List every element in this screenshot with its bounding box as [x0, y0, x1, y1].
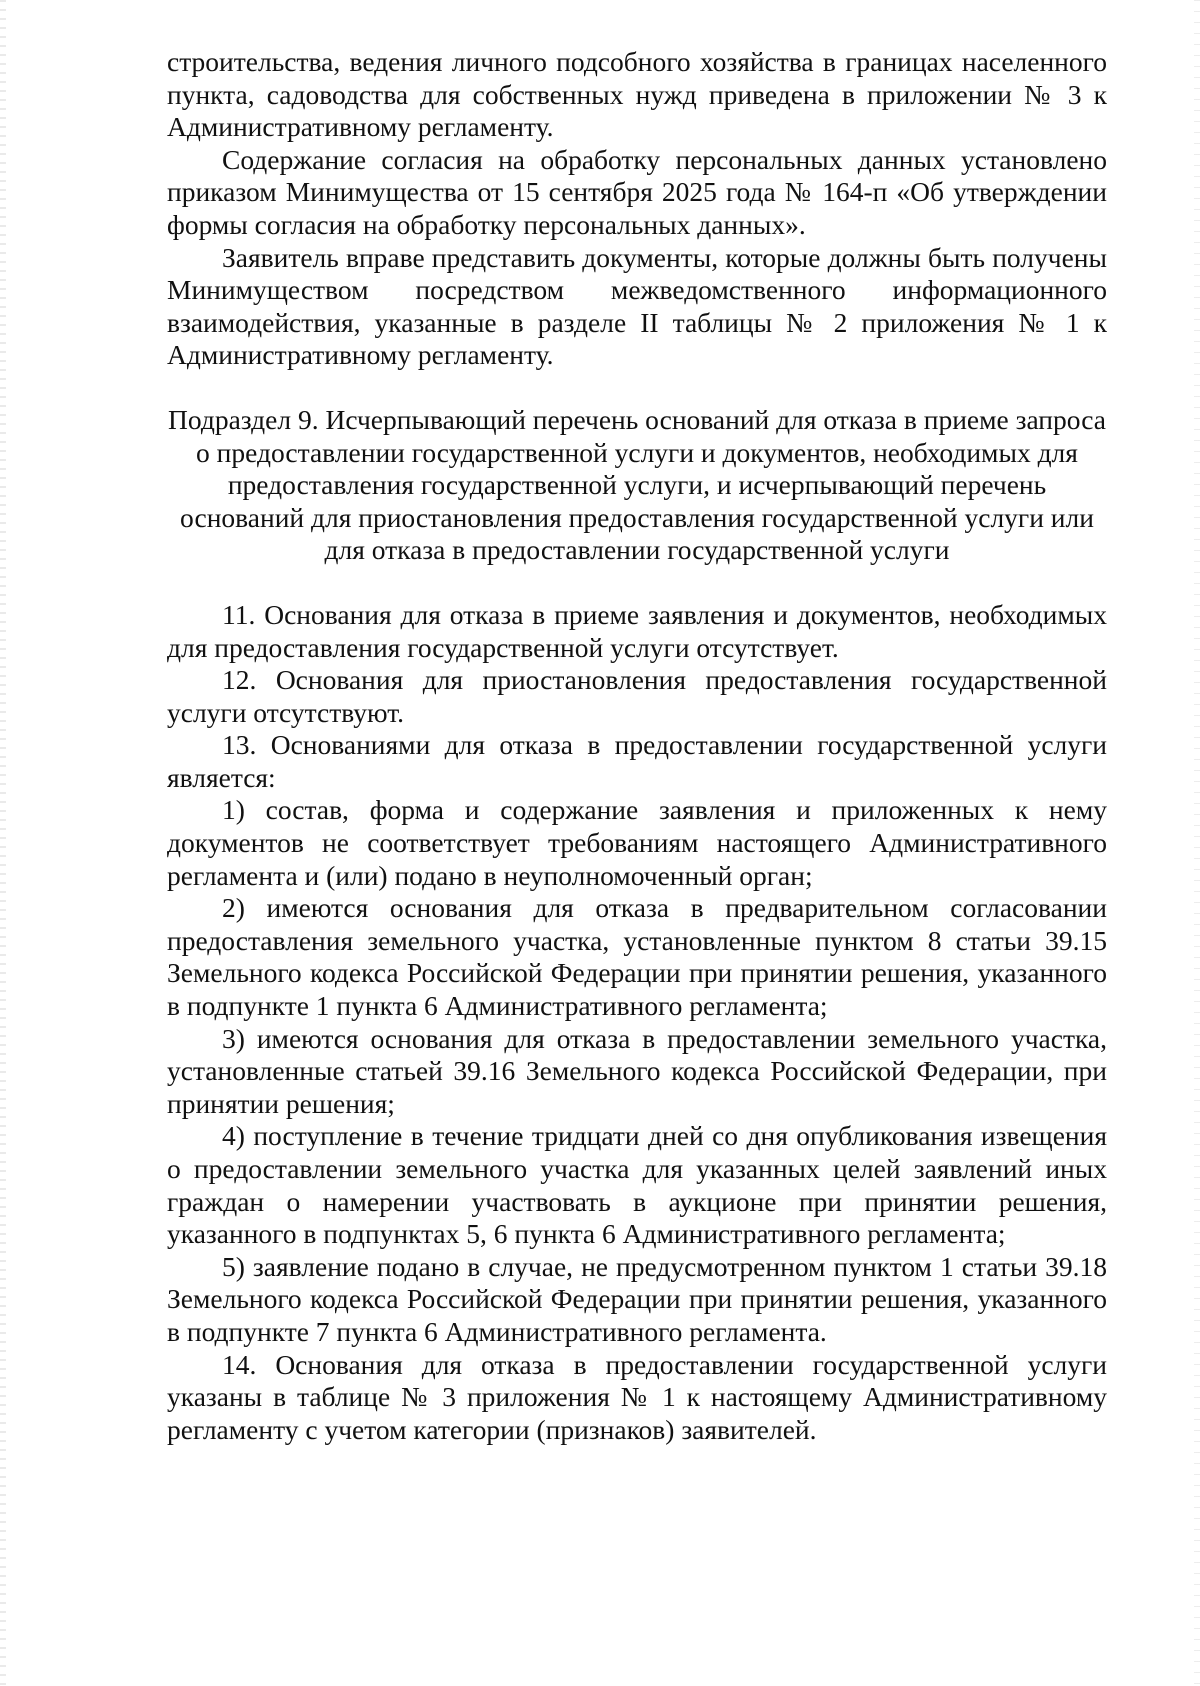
- paragraph-continuation: строительства, ведения личного подсобного хозяйства в границах населенного пункта, садоводства для собственных нужд приведена в приложении № 3 к Административному регламенту.: [167, 46, 1107, 143]
- paragraph-consent-content: Содержание согласия на обработку персональных данных установлено приказом Минимущества от 15 сентября 2025 года № 164-п «Об утверждении формы согласия на обработку персональных данных».: [167, 143, 1107, 240]
- spacer: [167, 567, 1107, 599]
- paragraph-item-13: 13. Основаниями для отказа в предоставлении государственной услуги является:: [167, 729, 1107, 793]
- paragraph-item-12: 12. Основания для приостановления предоставления государственной услуги отсутствуют.: [167, 664, 1107, 728]
- paragraph-applicant-documents: Заявитель вправе представить документы, которые должны быть получены Минимуществом посредством межведомственного информационного взаимодействия, указанные в разделе II таблицы № 2 приложения № 1 к Административному регламенту.: [167, 241, 1107, 371]
- paragraph-subitem-1: 1) состав, форма и содержание заявления и приложенных к нему документов не соответствует требованиям настоящего Административного регламента и (или) подано в неуполномоченный орган;: [167, 794, 1107, 891]
- document-body: [167, 46, 1107, 1446]
- paragraph-item-14: 14. Основания для отказа в предоставлении государственной услуги указаны в таблице № 3 приложения № 1 к настоящему Административному регламенту с учетом категории (признаков) заявителей.: [167, 1348, 1107, 1445]
- scan-edge-right: [1194, 0, 1200, 1686]
- scan-edge-left: [0, 0, 6, 1686]
- subsection-heading: Подраздел 9. Исчерпывающий перечень оснований для отказа в приеме запроса о предоставлении государственной услуги и документов, необходимых для предоставления государственной услуги, и исчерпывающий перечень оснований для приостановления предоставления государственной услуги или для отказа в предоставлении государственной услуги: [168, 403, 1106, 566]
- paragraph-subitem-4: 4) поступление в течение тридцати дней со дня опубликования извещения о предоставлении земельного участка для указанных целей заявлений иных граждан о намерении участвовать в аукционе при принятии решения, указанного в подпунктах 5, 6 пункта 6 Административного регламента;: [167, 1120, 1107, 1250]
- spacer: [167, 372, 1107, 404]
- paragraph-item-11: 11. Основания для отказа в приеме заявления и документов, необходимых для предоставления государственной услуги отсутствует.: [167, 598, 1107, 663]
- paragraph-subitem-5: 5) заявление подано в случае, не предусмотренном пунктом 1 статьи 39.18 Земельного кодекса Российской Федерации при принятии решения, указанного в подпункте 7 пункта 6 Административного регламента.: [167, 1250, 1107, 1347]
- paragraph-subitem-3: 3) имеются основания для отказа в предоставлении земельного участка, установленные статьей 39.16 Земельного кодекса Российской Федерации, при принятии решения;: [167, 1022, 1107, 1119]
- paragraph-subitem-2: 2) имеются основания для отказа в предварительном согласовании предоставления земельного участка, установленные пунктом 8 статьи 39.15 Земельного кодекса Российской Федерации при принятии решения, указанного в подпункте 1 пункта 6 Административного регламента;: [167, 892, 1107, 1022]
